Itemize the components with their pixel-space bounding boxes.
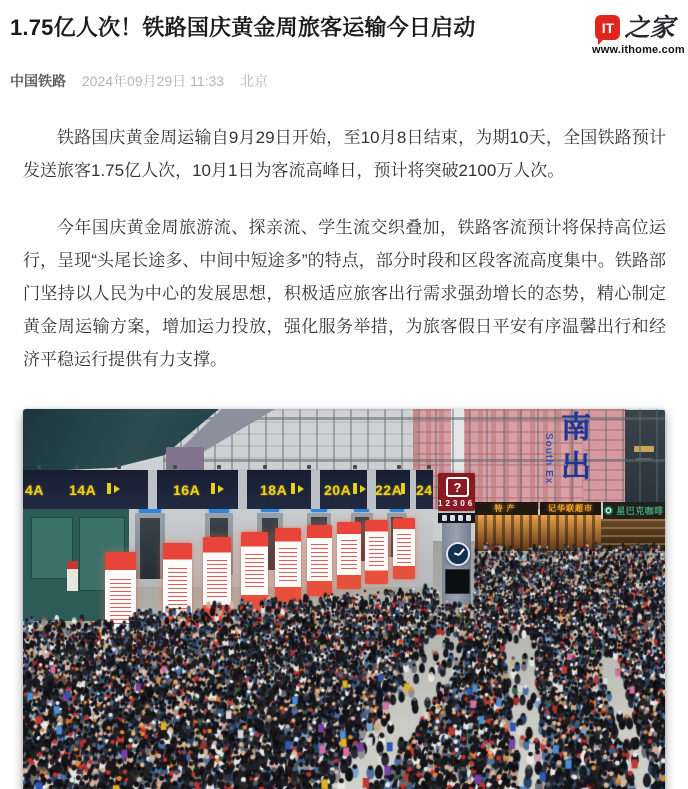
page-title: 1.75亿人次！铁路国庆黄金周旅客运输今日启动	[10, 15, 476, 40]
article-paragraph-2: 今年国庆黄金周旅游流、探亲流、学生流交织叠加，铁路客流预计将保持高位运行，呈现“头尾长途多、中间中短途多”的特点，部分时段和区段客流高度集中。铁路部门坚持以人民为中心的发展思想，积极适应旅客出行需求强劲增长的态势，精心制定黄金周运输方案，增加运力投放，强化服务举措，为旅客假日平安有序温馨出行和经济平稳运行提供有力支撑。	[23, 218, 666, 369]
publish-location: 北京	[239, 73, 268, 89]
article-header	[10, 13, 685, 61]
ithome-calligraphy: 之家	[624, 13, 675, 42]
site-url[interactable]: www.ithome.com	[592, 44, 685, 56]
publish-datetime: 2024年09月29日 11:33	[81, 73, 225, 89]
ithome-it-text: IT	[601, 19, 615, 36]
ithome-logo[interactable]	[592, 13, 685, 56]
crowd-canvas	[23, 409, 665, 789]
article-meta	[10, 71, 678, 91]
ithome-logo-row	[592, 15, 678, 40]
article-photo[interactable]	[23, 409, 665, 789]
source-label: 中国铁路	[10, 73, 66, 89]
article-paragraph-1: 铁路国庆黄金周运输自9月29日开始，至10月8日结束，为期10天，全国铁路预计发送旅客1.75亿人次，10月1日为客流高峰日，预计将突破2100万人次。	[23, 128, 666, 180]
ithome-it-icon	[595, 15, 620, 40]
